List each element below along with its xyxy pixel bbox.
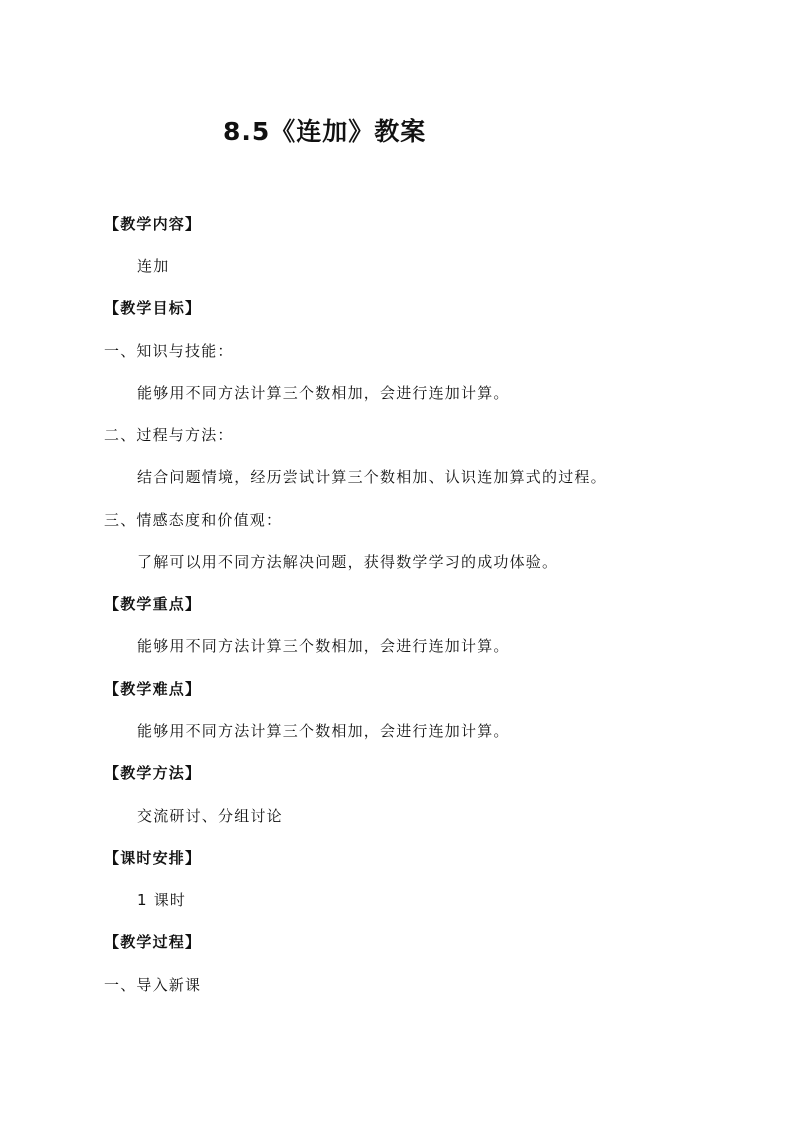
goal-2-label: 二、过程与方法：: [104, 426, 234, 444]
class-schedule-text: 1 课时: [137, 891, 187, 909]
difficult-points-text: 能够用不同方法计算三个数相加，会进行连加计算。: [137, 722, 510, 740]
heading-difficult-points: 【教学难点】: [104, 680, 202, 698]
teaching-content-text: 连加: [137, 257, 170, 275]
heading-teaching-content: 【教学内容】: [104, 215, 202, 233]
document-title: 8.5《连加》教案: [223, 117, 427, 146]
heading-key-points: 【教学重点】: [104, 595, 202, 613]
goal-2-text: 结合问题情境，经历尝试计算三个数相加、认识连加算式的过程。: [137, 468, 607, 486]
goal-3-text: 了解可以用不同方法解决问题，获得数学学习的成功体验。: [137, 553, 559, 571]
goal-3-label: 三、情感态度和价值观：: [104, 511, 283, 529]
teaching-method-text: 交流研讨、分组讨论: [137, 807, 283, 825]
heading-teaching-method: 【教学方法】: [104, 764, 202, 782]
process-item-1: 一、导入新课: [104, 976, 202, 994]
heading-teaching-goals: 【教学目标】: [104, 299, 202, 317]
goal-1-label: 一、知识与技能：: [104, 342, 234, 360]
heading-teaching-process: 【教学过程】: [104, 933, 202, 951]
key-points-text: 能够用不同方法计算三个数相加，会进行连加计算。: [137, 637, 510, 655]
goal-1-text: 能够用不同方法计算三个数相加，会进行连加计算。: [137, 384, 510, 402]
heading-class-schedule: 【课时安排】: [104, 849, 202, 867]
